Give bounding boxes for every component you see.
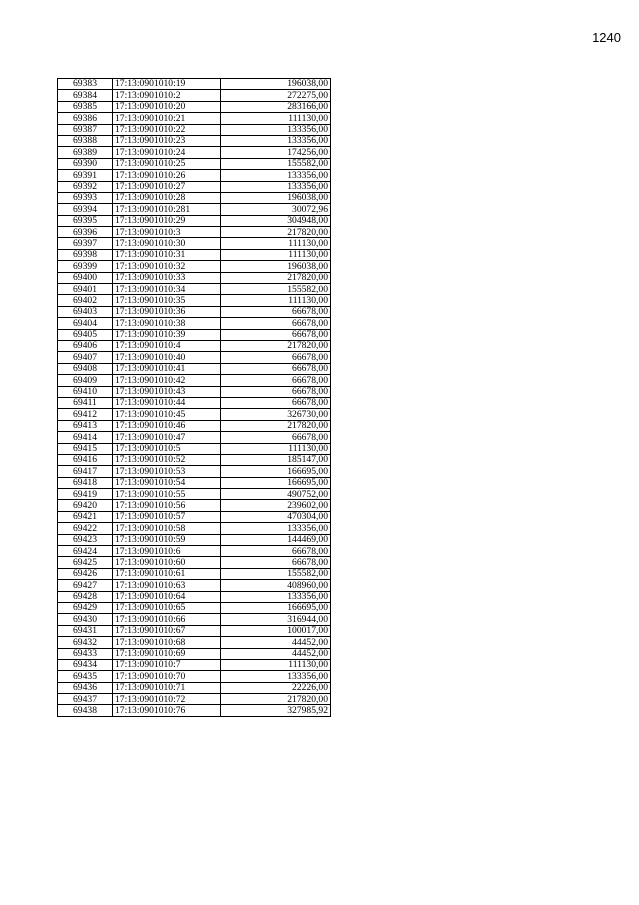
table-row — [58, 363, 331, 374]
cadastral-number-cell: 17:13:0901010:36 — [113, 306, 221, 317]
row-number-cell: 69409 — [58, 375, 113, 386]
value-cell: 155582,00 — [221, 284, 331, 295]
cadastral-number-cell: 17:13:0901010:46 — [113, 420, 221, 431]
cadastral-number-cell: 17:13:0901010:7 — [113, 659, 221, 670]
cadastral-number-cell: 17:13:0901010:31 — [113, 249, 221, 260]
value-cell: 133356,00 — [221, 170, 331, 181]
table-row — [58, 249, 331, 260]
cadastral-number-cell: 17:13:0901010:69 — [113, 648, 221, 659]
cadastral-number-cell: 17:13:0901010:25 — [113, 158, 221, 169]
cadastral-number-cell: 17:13:0901010:52 — [113, 454, 221, 465]
cadastral-number-cell: 17:13:0901010:54 — [113, 477, 221, 488]
cadastral-number-cell: 17:13:0901010:61 — [113, 568, 221, 579]
row-number-cell: 69424 — [58, 546, 113, 557]
row-number-cell: 69411 — [58, 397, 113, 408]
cadastral-number-cell: 17:13:0901010:44 — [113, 397, 221, 408]
table-row — [58, 580, 331, 591]
value-cell: 217820,00 — [221, 694, 331, 705]
value-cell: 111130,00 — [221, 113, 331, 124]
value-cell: 217820,00 — [221, 340, 331, 351]
table-row — [58, 318, 331, 329]
value-cell: 100017,00 — [221, 625, 331, 636]
value-cell: 166695,00 — [221, 477, 331, 488]
row-number-cell: 69423 — [58, 534, 113, 545]
row-number-cell: 69384 — [58, 90, 113, 101]
cadastral-number-cell: 17:13:0901010:42 — [113, 375, 221, 386]
row-number-cell: 69404 — [58, 318, 113, 329]
value-cell: 66678,00 — [221, 306, 331, 317]
cadastral-number-cell: 17:13:0901010:41 — [113, 363, 221, 374]
row-number-cell: 69395 — [58, 215, 113, 226]
cadastral-number-cell: 17:13:0901010:56 — [113, 500, 221, 511]
table-row — [58, 648, 331, 659]
value-cell: 66678,00 — [221, 546, 331, 557]
cadastral-number-cell: 17:13:0901010:21 — [113, 113, 221, 124]
row-number-cell: 69437 — [58, 694, 113, 705]
value-cell: 66678,00 — [221, 557, 331, 568]
value-cell: 166695,00 — [221, 602, 331, 613]
value-cell: 239602,00 — [221, 500, 331, 511]
row-number-cell: 69415 — [58, 443, 113, 454]
value-cell: 490752,00 — [221, 489, 331, 500]
row-number-cell: 69396 — [58, 227, 113, 238]
value-cell: 408960,00 — [221, 580, 331, 591]
table-row — [58, 386, 331, 397]
table-row — [58, 397, 331, 408]
table-row — [58, 238, 331, 249]
table-row — [58, 272, 331, 283]
table-row — [58, 340, 331, 351]
cadastral-number-cell: 17:13:0901010:59 — [113, 534, 221, 545]
cadastral-number-cell: 17:13:0901010:60 — [113, 557, 221, 568]
table-row — [58, 79, 331, 90]
value-cell: 30072,96 — [221, 204, 331, 215]
row-number-cell: 69408 — [58, 363, 113, 374]
row-number-cell: 69389 — [58, 147, 113, 158]
row-number-cell: 69403 — [58, 306, 113, 317]
cadastral-number-cell: 17:13:0901010:43 — [113, 386, 221, 397]
table-row — [58, 329, 331, 340]
value-cell: 66678,00 — [221, 397, 331, 408]
table-row — [58, 625, 331, 636]
value-cell: 133356,00 — [221, 591, 331, 602]
table-row — [58, 694, 331, 705]
row-number-cell: 69386 — [58, 113, 113, 124]
cadastral-number-cell: 17:13:0901010:68 — [113, 637, 221, 648]
cadastral-number-cell: 17:13:0901010:22 — [113, 124, 221, 135]
table-row — [58, 181, 331, 192]
value-cell: 304948,00 — [221, 215, 331, 226]
cadastral-number-cell: 17:13:0901010:53 — [113, 466, 221, 477]
cadastral-number-cell: 17:13:0901010:27 — [113, 181, 221, 192]
table-row — [58, 147, 331, 158]
value-cell: 326730,00 — [221, 409, 331, 420]
table-row — [58, 511, 331, 522]
row-number-cell: 69390 — [58, 158, 113, 169]
table-row — [58, 705, 331, 716]
cadastral-number-cell: 17:13:0901010:30 — [113, 238, 221, 249]
table-row — [58, 454, 331, 465]
table-row — [58, 637, 331, 648]
row-number-cell: 69434 — [58, 659, 113, 670]
value-cell: 111130,00 — [221, 659, 331, 670]
value-cell: 272275,00 — [221, 90, 331, 101]
value-cell: 283166,00 — [221, 101, 331, 112]
row-number-cell: 69419 — [58, 489, 113, 500]
value-cell: 66678,00 — [221, 363, 331, 374]
row-number-cell: 69397 — [58, 238, 113, 249]
value-cell: 111130,00 — [221, 443, 331, 454]
cadastral-number-cell: 17:13:0901010:19 — [113, 79, 221, 90]
table-row — [58, 375, 331, 386]
row-number-cell: 69433 — [58, 648, 113, 659]
value-cell: 133356,00 — [221, 181, 331, 192]
table-row — [58, 124, 331, 135]
value-cell: 470304,00 — [221, 511, 331, 522]
row-number-cell: 69385 — [58, 101, 113, 112]
table-row — [58, 352, 331, 363]
value-cell: 144469,00 — [221, 534, 331, 545]
value-cell: 217820,00 — [221, 227, 331, 238]
value-cell: 111130,00 — [221, 295, 331, 306]
row-number-cell: 69438 — [58, 705, 113, 716]
cadastral-number-cell: 17:13:0901010:40 — [113, 352, 221, 363]
table-row — [58, 90, 331, 101]
value-cell: 66678,00 — [221, 329, 331, 340]
row-number-cell: 69417 — [58, 466, 113, 477]
cadastral-number-cell: 17:13:0901010:3 — [113, 227, 221, 238]
value-cell: 44452,00 — [221, 648, 331, 659]
row-number-cell: 69410 — [58, 386, 113, 397]
row-number-cell: 69430 — [58, 614, 113, 625]
cadastral-number-cell: 17:13:0901010:29 — [113, 215, 221, 226]
row-number-cell: 69399 — [58, 261, 113, 272]
value-cell: 174256,00 — [221, 147, 331, 158]
row-number-cell: 69406 — [58, 340, 113, 351]
row-number-cell: 69429 — [58, 602, 113, 613]
row-number-cell: 69420 — [58, 500, 113, 511]
cadastral-number-cell: 17:13:0901010:45 — [113, 409, 221, 420]
table-row — [58, 215, 331, 226]
registry-table-body — [58, 79, 331, 717]
table-row — [58, 204, 331, 215]
value-cell: 217820,00 — [221, 272, 331, 283]
value-cell: 44452,00 — [221, 637, 331, 648]
table-row — [58, 443, 331, 454]
page-number: 1240 — [592, 30, 621, 45]
cadastral-number-cell: 17:13:0901010:38 — [113, 318, 221, 329]
table-row — [58, 192, 331, 203]
cadastral-number-cell: 17:13:0901010:32 — [113, 261, 221, 272]
table-row — [58, 671, 331, 682]
row-number-cell: 69402 — [58, 295, 113, 306]
row-number-cell: 69435 — [58, 671, 113, 682]
cadastral-number-cell: 17:13:0901010:55 — [113, 489, 221, 500]
table-row — [58, 534, 331, 545]
table-row — [58, 557, 331, 568]
row-number-cell: 69401 — [58, 284, 113, 295]
table-row — [58, 602, 331, 613]
table-row — [58, 489, 331, 500]
table-row — [58, 546, 331, 557]
table-row — [58, 591, 331, 602]
table-row — [58, 113, 331, 124]
row-number-cell: 69388 — [58, 135, 113, 146]
table-row — [58, 420, 331, 431]
cadastral-number-cell: 17:13:0901010:76 — [113, 705, 221, 716]
value-cell: 111130,00 — [221, 249, 331, 260]
value-cell: 22226,00 — [221, 682, 331, 693]
row-number-cell: 69394 — [58, 204, 113, 215]
cadastral-number-cell: 17:13:0901010:70 — [113, 671, 221, 682]
cadastral-number-cell: 17:13:0901010:47 — [113, 432, 221, 443]
row-number-cell: 69414 — [58, 432, 113, 443]
cadastral-number-cell: 17:13:0901010:35 — [113, 295, 221, 306]
cadastral-number-cell: 17:13:0901010:281 — [113, 204, 221, 215]
cadastral-number-cell: 17:13:0901010:24 — [113, 147, 221, 158]
row-number-cell: 69393 — [58, 192, 113, 203]
value-cell: 327985,92 — [221, 705, 331, 716]
row-number-cell: 69427 — [58, 580, 113, 591]
value-cell: 66678,00 — [221, 386, 331, 397]
cadastral-number-cell: 17:13:0901010:64 — [113, 591, 221, 602]
value-cell: 316944,00 — [221, 614, 331, 625]
table-row — [58, 135, 331, 146]
cadastral-number-cell: 17:13:0901010:4 — [113, 340, 221, 351]
row-number-cell: 69426 — [58, 568, 113, 579]
table-row — [58, 295, 331, 306]
cadastral-number-cell: 17:13:0901010:33 — [113, 272, 221, 283]
table-row — [58, 682, 331, 693]
row-number-cell: 69431 — [58, 625, 113, 636]
cadastral-number-cell: 17:13:0901010:57 — [113, 511, 221, 522]
value-cell: 66678,00 — [221, 432, 331, 443]
row-number-cell: 69422 — [58, 523, 113, 534]
value-cell: 196038,00 — [221, 79, 331, 90]
table-row — [58, 409, 331, 420]
table-row — [58, 500, 331, 511]
cadastral-number-cell: 17:13:0901010:28 — [113, 192, 221, 203]
cadastral-number-cell: 17:13:0901010:23 — [113, 135, 221, 146]
cadastral-number-cell: 17:13:0901010:2 — [113, 90, 221, 101]
table-row — [58, 523, 331, 534]
row-number-cell: 69432 — [58, 637, 113, 648]
cadastral-number-cell: 17:13:0901010:72 — [113, 694, 221, 705]
row-number-cell: 69383 — [58, 79, 113, 90]
row-number-cell: 69428 — [58, 591, 113, 602]
row-number-cell: 69392 — [58, 181, 113, 192]
value-cell: 133356,00 — [221, 124, 331, 135]
row-number-cell: 69418 — [58, 477, 113, 488]
value-cell: 185147,00 — [221, 454, 331, 465]
cadastral-number-cell: 17:13:0901010:5 — [113, 443, 221, 454]
value-cell: 217820,00 — [221, 420, 331, 431]
value-cell: 133356,00 — [221, 135, 331, 146]
table-row — [58, 227, 331, 238]
row-number-cell: 69387 — [58, 124, 113, 135]
row-number-cell: 69407 — [58, 352, 113, 363]
value-cell: 133356,00 — [221, 671, 331, 682]
table-row — [58, 101, 331, 112]
table-row — [58, 261, 331, 272]
value-cell: 196038,00 — [221, 261, 331, 272]
cadastral-number-cell: 17:13:0901010:66 — [113, 614, 221, 625]
row-number-cell: 69421 — [58, 511, 113, 522]
cadastral-number-cell: 17:13:0901010:71 — [113, 682, 221, 693]
table-row — [58, 432, 331, 443]
row-number-cell: 69405 — [58, 329, 113, 340]
value-cell: 155582,00 — [221, 158, 331, 169]
table-row — [58, 659, 331, 670]
value-cell: 66678,00 — [221, 318, 331, 329]
value-cell: 66678,00 — [221, 375, 331, 386]
table-row — [58, 466, 331, 477]
table-row — [58, 568, 331, 579]
row-number-cell: 69413 — [58, 420, 113, 431]
value-cell: 111130,00 — [221, 238, 331, 249]
value-cell: 196038,00 — [221, 192, 331, 203]
cadastral-number-cell: 17:13:0901010:63 — [113, 580, 221, 591]
cadastral-number-cell: 17:13:0901010:34 — [113, 284, 221, 295]
registry-table — [57, 78, 331, 717]
cadastral-number-cell: 17:13:0901010:39 — [113, 329, 221, 340]
cadastral-number-cell: 17:13:0901010:65 — [113, 602, 221, 613]
row-number-cell: 69391 — [58, 170, 113, 181]
cadastral-number-cell: 17:13:0901010:58 — [113, 523, 221, 534]
table-row — [58, 306, 331, 317]
cadastral-number-cell: 17:13:0901010:26 — [113, 170, 221, 181]
row-number-cell: 69412 — [58, 409, 113, 420]
row-number-cell: 69416 — [58, 454, 113, 465]
value-cell: 155582,00 — [221, 568, 331, 579]
value-cell: 66678,00 — [221, 352, 331, 363]
table-row — [58, 614, 331, 625]
cadastral-number-cell: 17:13:0901010:6 — [113, 546, 221, 557]
row-number-cell: 69436 — [58, 682, 113, 693]
table-row — [58, 477, 331, 488]
row-number-cell: 69425 — [58, 557, 113, 568]
table-row — [58, 158, 331, 169]
row-number-cell: 69400 — [58, 272, 113, 283]
value-cell: 133356,00 — [221, 523, 331, 534]
cadastral-number-cell: 17:13:0901010:67 — [113, 625, 221, 636]
cadastral-number-cell: 17:13:0901010:20 — [113, 101, 221, 112]
table-row — [58, 284, 331, 295]
row-number-cell: 69398 — [58, 249, 113, 260]
table-row — [58, 170, 331, 181]
value-cell: 166695,00 — [221, 466, 331, 477]
